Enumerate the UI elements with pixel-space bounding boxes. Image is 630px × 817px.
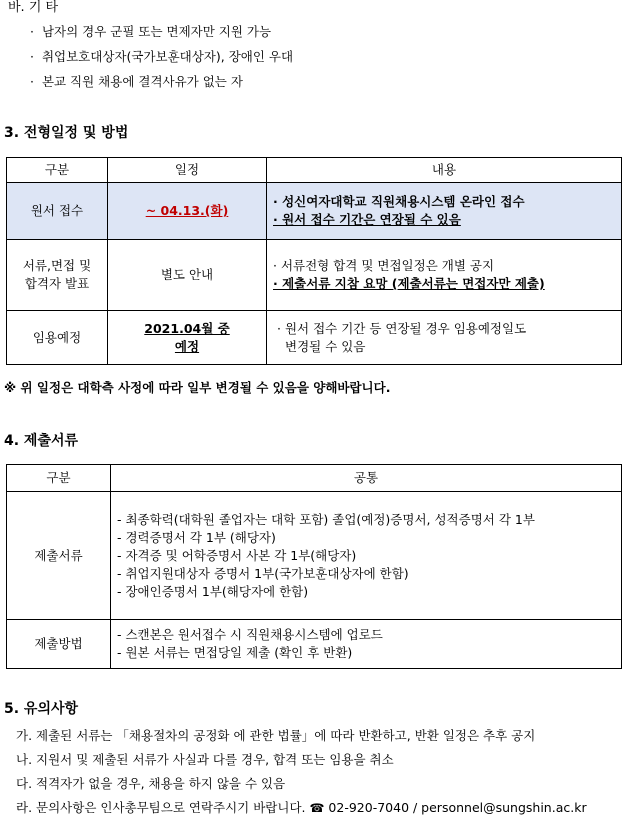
document-item: - 최종학력(대학원 졸업자는 대학 포함) 졸업(예정)증명서, 성적증명서 각 1부	[117, 511, 535, 527]
row-items	[111, 620, 622, 669]
schedule-note: ※ 위 일정은 대학측 사정에 따라 일부 변경될 수 있음을 양해바랍니다.	[4, 380, 391, 395]
documents-table-header	[7, 465, 622, 492]
category-line: 합격자 발표	[24, 276, 90, 291]
content-line: · 성신여자대학교 직원채용시스템 온라인 접수	[273, 194, 525, 209]
schedule-line: 예정	[174, 338, 200, 354]
schedule-table	[6, 157, 622, 365]
section5-title: 5. 유의사항	[4, 701, 79, 717]
etc-bullet-text: 본교 직원 채용에 결격사유가 없는 자	[41, 74, 243, 89]
category-line: 서류,면접 및	[22, 258, 92, 273]
row-content	[267, 311, 622, 365]
content-line: · 제출서류 지참 요망 (제출서류는 면접자만 제출)	[273, 276, 545, 291]
table-row	[7, 492, 622, 620]
row-category: 원서 접수	[7, 183, 108, 240]
documents-table	[6, 464, 622, 669]
row-content	[267, 183, 622, 240]
section3-title: 3. 전형일정 및 방법	[4, 125, 129, 141]
col-header-schedule: 일정	[108, 158, 267, 183]
table-row	[7, 311, 622, 365]
col-header-content: 내용	[267, 158, 622, 183]
row-category: 임용예정	[7, 311, 108, 365]
bullet-mark: ·	[30, 49, 34, 64]
etc-bullet-2	[30, 47, 293, 65]
row-content	[267, 240, 622, 311]
etc-bullet-text: 남자의 경우 군필 또는 면제자만 지원 가능	[41, 24, 272, 39]
telephone-icon: ☎	[309, 801, 325, 815]
schedule-table-header	[7, 158, 622, 183]
content-line: 변경될 수 있음	[285, 338, 366, 354]
contact-text: 라. 문의사항은 인사총무팀으로 연락주시기 바랍니다.	[16, 800, 306, 815]
col-header-category: 구분	[7, 158, 108, 183]
row-schedule	[108, 183, 267, 240]
contact-phone-email: 02-920-7040 / personnel@sungshin.ac.kr	[328, 800, 587, 815]
schedule-line: 2021.04월 중	[144, 320, 230, 336]
row-category: 제출방법	[7, 620, 111, 669]
document-item: - 자격증 및 어학증명서 사본 각 1부(해당자)	[117, 547, 357, 563]
table-row	[7, 620, 622, 669]
notice-item-contact	[16, 798, 587, 816]
document-item: - 장애인증명서 1부(해당자에 한함)	[117, 583, 309, 599]
row-category: 제출서류	[7, 492, 111, 620]
notice-item: 가. 제출된 서류는 「채용절차의 공정화 에 관한 법률」에 따라 반환하고, 반환 일정은 추후 공지	[16, 728, 536, 743]
application-deadline: ~ 04.13.(화)	[145, 203, 229, 218]
document-item: - 스캔본은 원서접수 시 직원채용시스템에 업로드	[117, 627, 383, 642]
content-line: · 원서 접수 기간은 연장될 수 있음	[273, 212, 461, 227]
notice-item: 다. 적격자가 없을 경우, 채용을 하지 않을 수 있음	[16, 776, 286, 791]
etc-bullet-text: 취업보호대상자(국가보훈대상자), 장애인 우대	[41, 49, 294, 64]
section4-title: 4. 제출서류	[4, 433, 79, 449]
bullet-mark: ·	[30, 24, 34, 39]
row-items	[111, 492, 622, 620]
row-category	[7, 240, 108, 311]
table-row	[7, 183, 622, 240]
content-line: · 서류전형 합격 및 면접일정은 개별 공지	[273, 258, 495, 273]
bullet-mark: ·	[30, 74, 34, 89]
document-item: - 취업지원대상자 증명서 1부(국가보훈대상자에 한함)	[117, 565, 409, 581]
col-header-category: 구분	[7, 465, 111, 492]
document-item: - 원본 서류는 면접당일 제출 (확인 후 반환)	[117, 645, 353, 660]
table-row	[7, 240, 622, 311]
etc-heading: 바. 기 타	[8, 0, 59, 15]
col-header-common: 공통	[111, 465, 622, 492]
content-line: · 원서 접수 기간 등 연장될 경우 임용예정일도	[277, 320, 527, 336]
document-item: - 경력증명서 각 1부 (해당자)	[117, 529, 276, 545]
row-schedule: 별도 안내	[108, 240, 267, 311]
row-schedule	[108, 311, 267, 365]
etc-bullet-3	[30, 72, 243, 90]
notice-item: 나. 지원서 및 제출된 서류가 사실과 다를 경우, 합격 또는 임용을 취소	[16, 752, 394, 767]
etc-bullet-1	[30, 22, 271, 40]
